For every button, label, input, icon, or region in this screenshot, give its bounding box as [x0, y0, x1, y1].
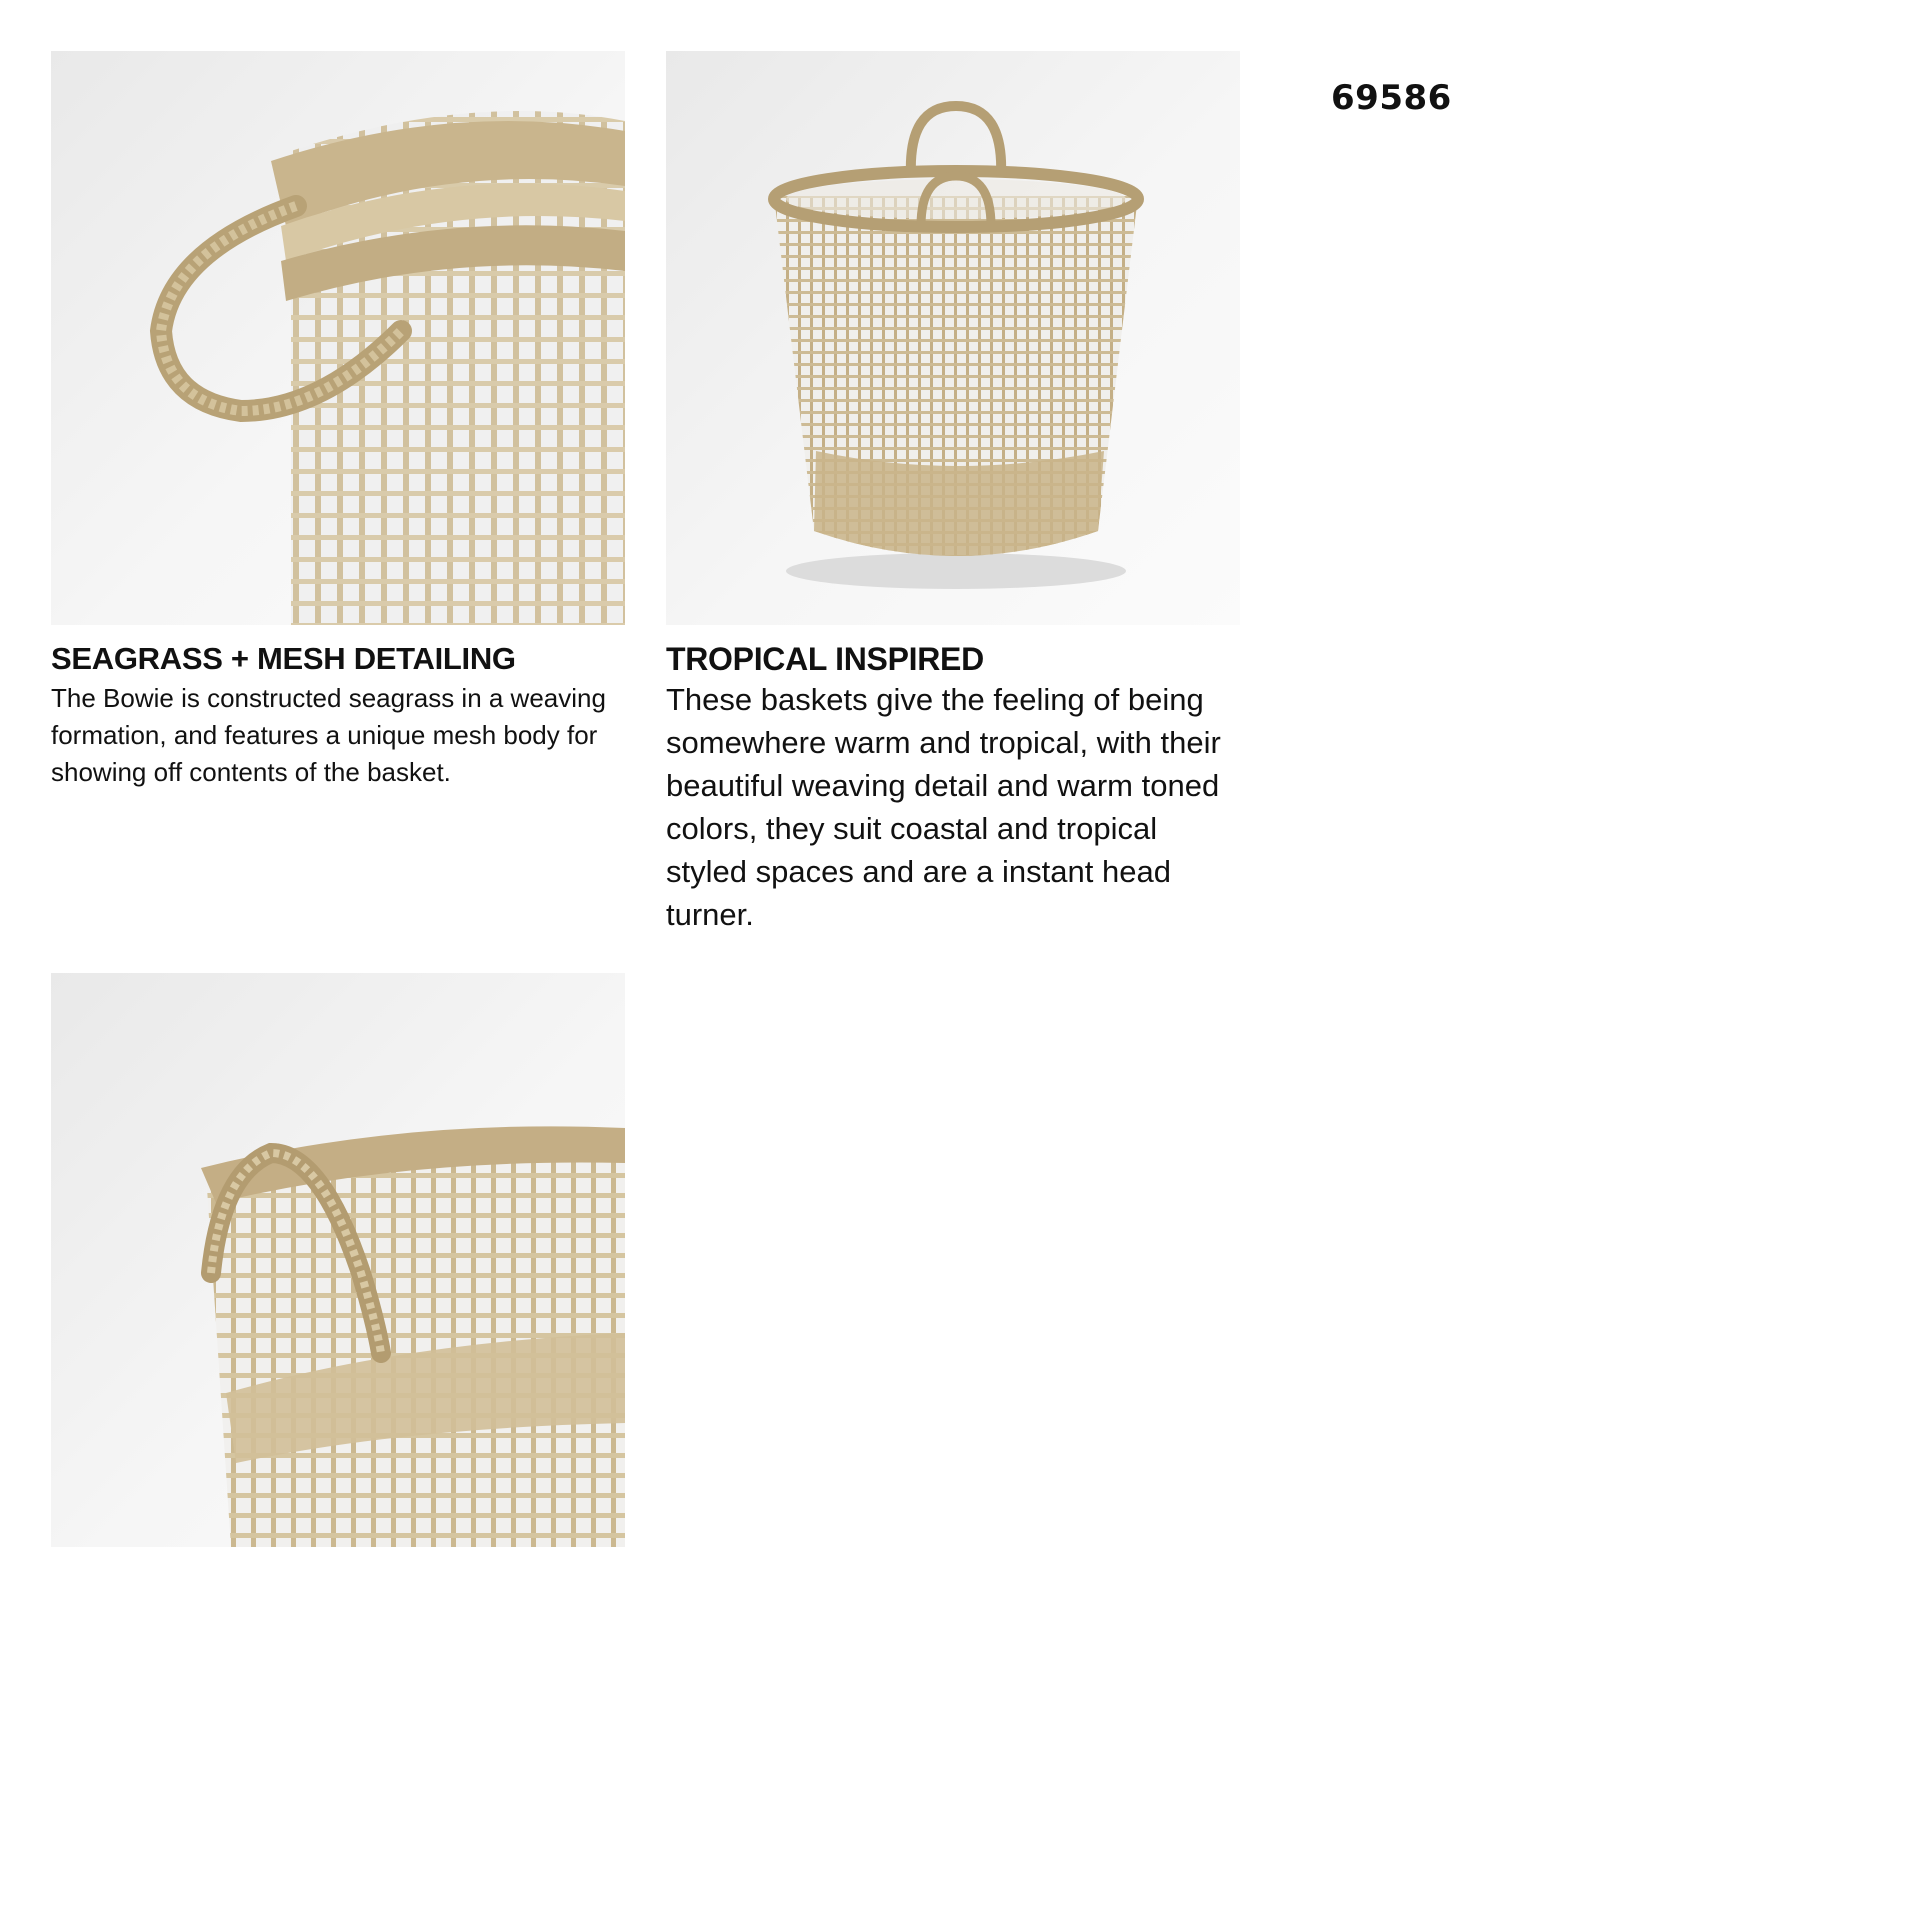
- section-description-seagrass: The Bowie is constructed seagrass in a weaving formation, and features a unique mesh body for showing off contents of the basket.: [51, 683, 606, 787]
- section-description-tropical: These baskets give the feeling of being somewhere warm and tropical, with their beautiful weaving detail and warm toned colors, they suit coastal and tropical styled spaces and are a instant head turner.: [666, 682, 1221, 932]
- basket-rim-photo: [51, 973, 625, 1547]
- section-heading-tropical: TROPICAL INSPIRED: [666, 641, 984, 677]
- product-code: 69586: [1331, 78, 1452, 118]
- basket-full-photo: [666, 51, 1240, 625]
- basket-closeup-photo: [51, 51, 625, 625]
- section-heading-seagrass: SEAGRASS + MESH DETAILING: [51, 641, 516, 676]
